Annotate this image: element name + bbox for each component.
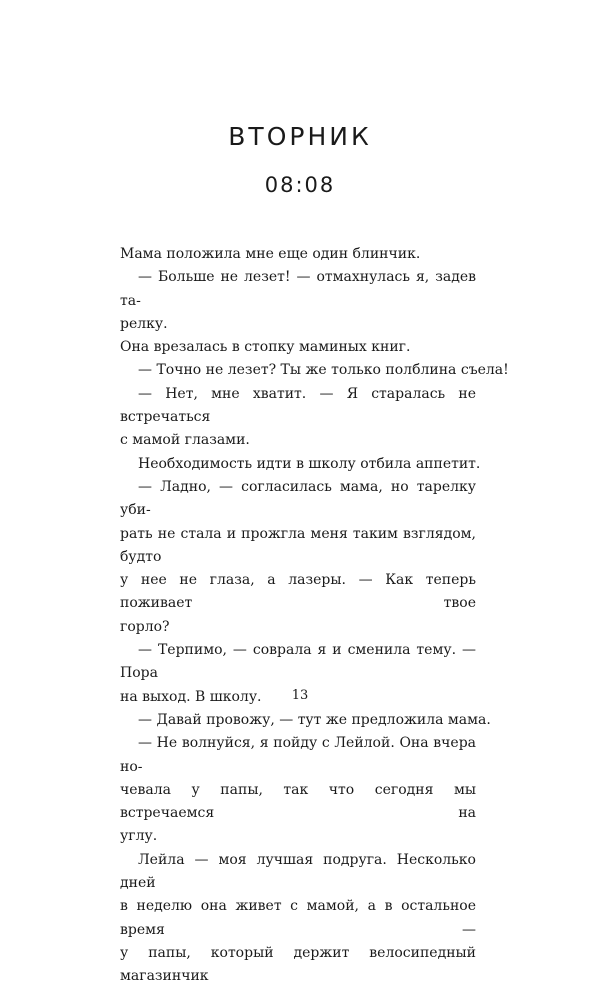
text-line: у нее не глаза, а лазеры. — Как теперь поживает твое [120, 572, 476, 612]
page-number: 13 [291, 688, 309, 703]
text-line: — Точно не лезет? Ты же только полблина съела! [138, 362, 509, 379]
text-line: на выход. В школу. [120, 688, 262, 705]
text-line: релку. [120, 315, 168, 332]
text-line: Лейла — моя лучшая подруга. Несколько дней [120, 851, 476, 892]
text-line: — Нет, мне хватит. — Я старалась не встречаться [120, 385, 476, 426]
text-line: горло? [120, 618, 170, 635]
chapter-time: 08:08 [264, 173, 336, 197]
text-line: у папы, который держит велосипедный магазинчик [120, 944, 476, 985]
text-line: — Терпимо, — соврала я и сменила тему. — Пора [120, 642, 476, 682]
text-line: в неделю она живет с мамой, а в остальное время — [120, 898, 476, 938]
text-line: Необходимость идти в школу отбила аппетит. [138, 455, 481, 472]
text-line: — Не волнуйся, я пойду с Лейлой. Она вчера но- [120, 735, 476, 775]
text-line: с мамой глазами. [120, 432, 250, 449]
text-line: — Ладно, — согласилась мама, но тарелку уби- [120, 478, 476, 519]
text-line: чевала у папы, так что сегодня мы встречаемся на [120, 781, 476, 822]
text-line: рать не стала и прожгла меня таким взглядом, будто [120, 525, 476, 565]
text-line: Она врезалась в стопку маминых книг. [120, 339, 411, 356]
text-line: Мама положила мне еще один блинчик. [120, 246, 421, 262]
text-line: углу. [120, 828, 158, 845]
text-line: — Давай провожу, — тут же предложила мама. [138, 711, 491, 728]
body-text [120, 243, 509, 989]
text-line: — Больше не лезет! — отмахнулась я, задев та- [120, 269, 476, 309]
chapter-title: ВТОРНИК [228, 122, 372, 151]
